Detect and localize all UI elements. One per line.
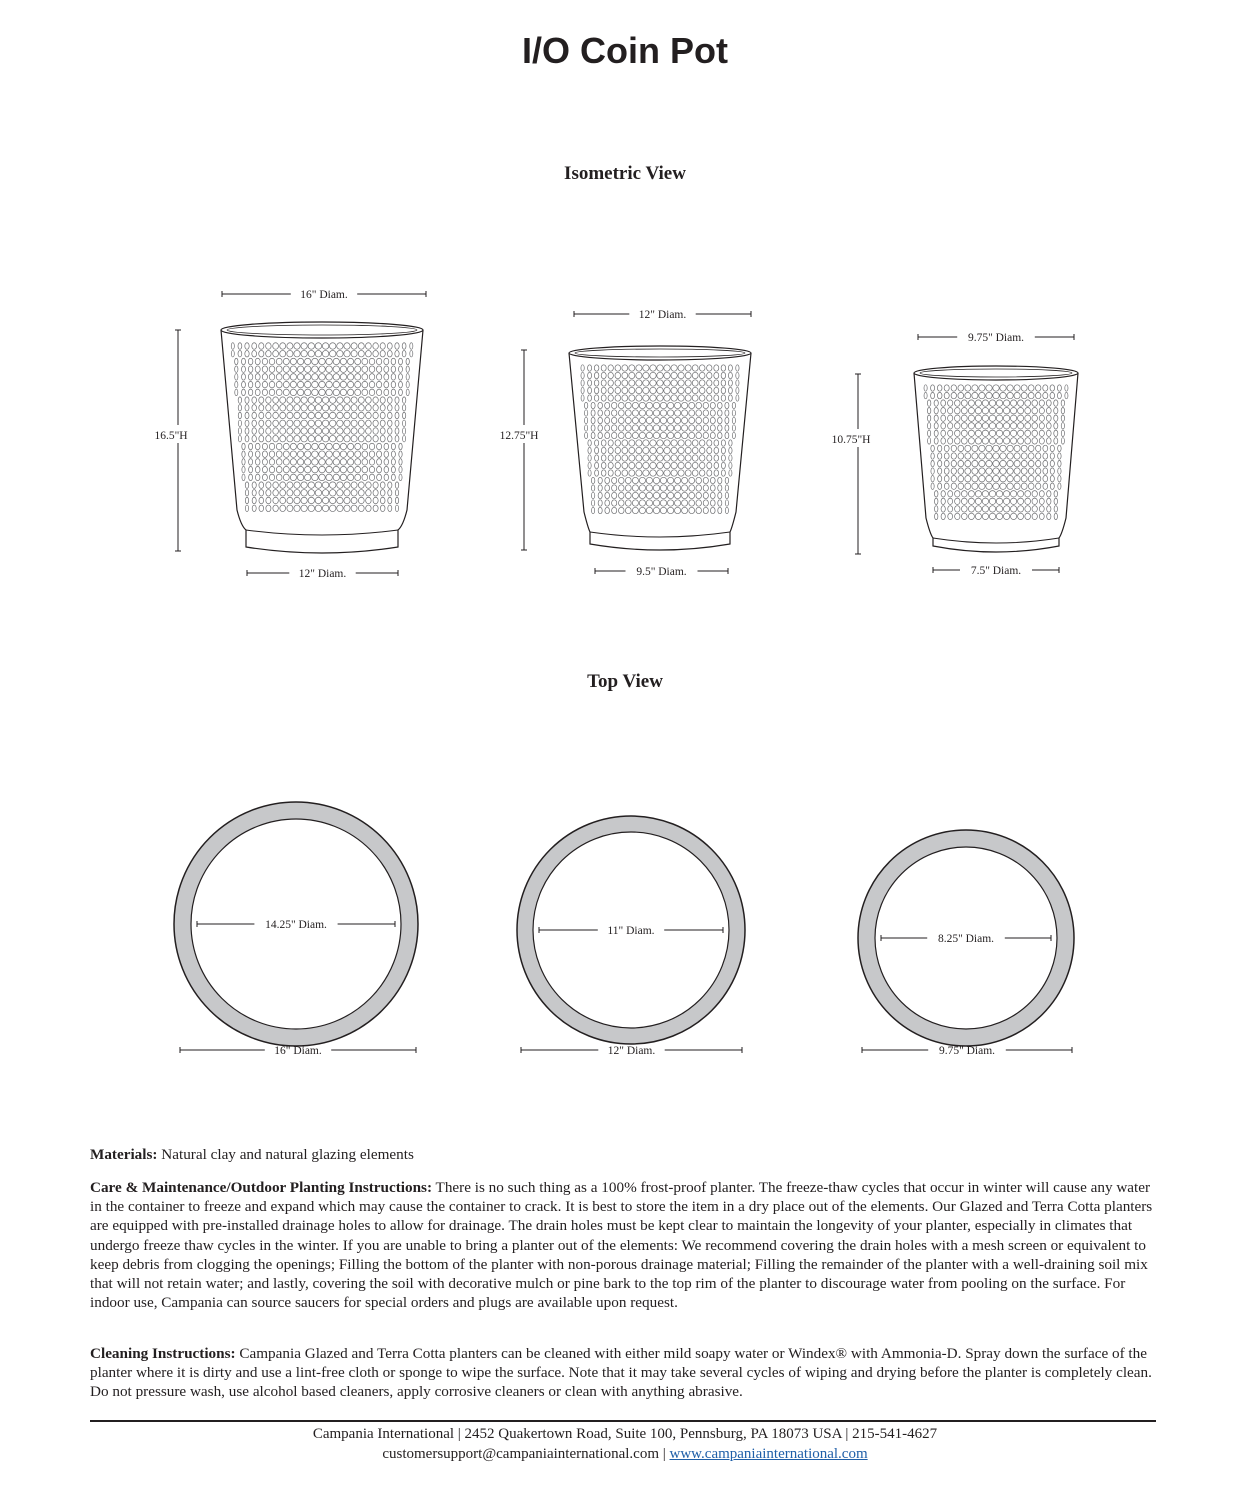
ring-2-inner-diam-label: 11" Diam. xyxy=(607,925,655,937)
ring-1-outer-diam-label: 16" Diam. xyxy=(274,1045,322,1057)
footer-email: customersupport@campaniainternational.com xyxy=(382,1446,659,1462)
pot-3-body xyxy=(914,373,1078,552)
footer-contact xyxy=(0,1446,1250,1463)
footer-separator: | xyxy=(659,1446,670,1462)
pot-2-rim-outer xyxy=(569,346,751,360)
pot-3-base-diam-label: 7.5" Diam. xyxy=(970,565,1022,577)
care-text: There is no such thing as a 100% frost-proof planter. The freeze-thaw cycles that occur in winter will cause any water in the container to freeze and expand which may cause the container to crack. It is best to store the item in a dry place out of the elements. Our Glazed and Terra Cotta planters are equipped with pre-installed drainage holes to allow for drainage. The drain holes must be kept clear to maintain the longevity of your planter, especially in climates that undergo freeze thaw cycles in the winter. If you are unable to bring a planter out of the elements: We recommend covering the drain holes with a mesh screen or equivalent to keep debris from clogging the openings; Filling the bottom of the planter with non-porous drainage material; Filling the remainder of the planter with a well-draining soil mix that will not retain water; and lastly, covering the soil with decorative mulch or pine bark to the top rim of the planter to discourage water from pooling on the surface. For indoor use, Campania can source saucers for special orders and plugs are available upon request. xyxy=(90,1179,1153,1312)
materials-label: Materials: xyxy=(90,1146,158,1163)
website-link[interactable]: www.campaniainternational.com xyxy=(669,1446,868,1462)
pot-2-base-diam-label: 9.5" Diam. xyxy=(636,566,687,578)
footer-address: Campania International | 2452 Quakertown Road, Suite 100, Pennsburg, PA 18073 USA | 215-541-4627 xyxy=(312,1426,938,1442)
cleaning-label: Cleaning Instructions: xyxy=(90,1345,236,1362)
ring-2-outer-diam-label: 12" Diam. xyxy=(607,1045,656,1057)
care-paragraph xyxy=(90,1178,1160,1312)
pot-1-height-label: 16.5"H xyxy=(154,430,188,442)
top-view-heading: Top View xyxy=(587,671,663,692)
pot-1-rim-outer xyxy=(221,322,423,338)
pot-1-body xyxy=(221,330,423,553)
pot-2-top-diam-label: 12" Diam. xyxy=(638,309,687,321)
care-label: Care & Maintenance/Outdoor Planting Instructions: xyxy=(90,1179,433,1196)
pot-2-height-label: 12.75"H xyxy=(499,430,539,442)
materials-text: Natural clay and natural glazing elements xyxy=(157,1146,414,1163)
pot-1-top-diam-label: 16" Diam. xyxy=(300,289,348,301)
isometric-view-heading: Isometric View xyxy=(564,163,686,184)
footer-divider xyxy=(90,1420,1156,1422)
materials-paragraph xyxy=(90,1145,1160,1164)
page-title: I/O Coin Pot xyxy=(522,30,728,71)
pot-2-body xyxy=(569,353,751,550)
pot-3-rim-outer xyxy=(914,366,1078,380)
cleaning-text: Campania Glazed and Terra Cotta planters can be cleaned with either mild soapy water or Windex® with Ammonia-D. Spray down the surface of the planter where it is dirty and use a lint-free cloth or sponge to wipe the surface. Note that it may take several cycles of wiping and drying before the planter is completely clean. Do not pressure wash, use alcohol based cleaners, apply corrosive cleaners or clean with anything abrasive. xyxy=(90,1345,1152,1401)
ring-1-inner-diam-label: 14.25" Diam. xyxy=(265,919,327,931)
pot-1-base-diam-label: 12" Diam. xyxy=(298,568,347,580)
ring-3-outer-diam-label: 9.75" Diam. xyxy=(938,1045,996,1057)
pot-3-top-diam-label: 9.75" Diam. xyxy=(967,332,1025,344)
pot-3-height-label: 10.75"H xyxy=(831,434,871,446)
cleaning-paragraph xyxy=(90,1344,1160,1402)
ring-3-inner-diam-label: 8.25" Diam. xyxy=(937,933,995,945)
